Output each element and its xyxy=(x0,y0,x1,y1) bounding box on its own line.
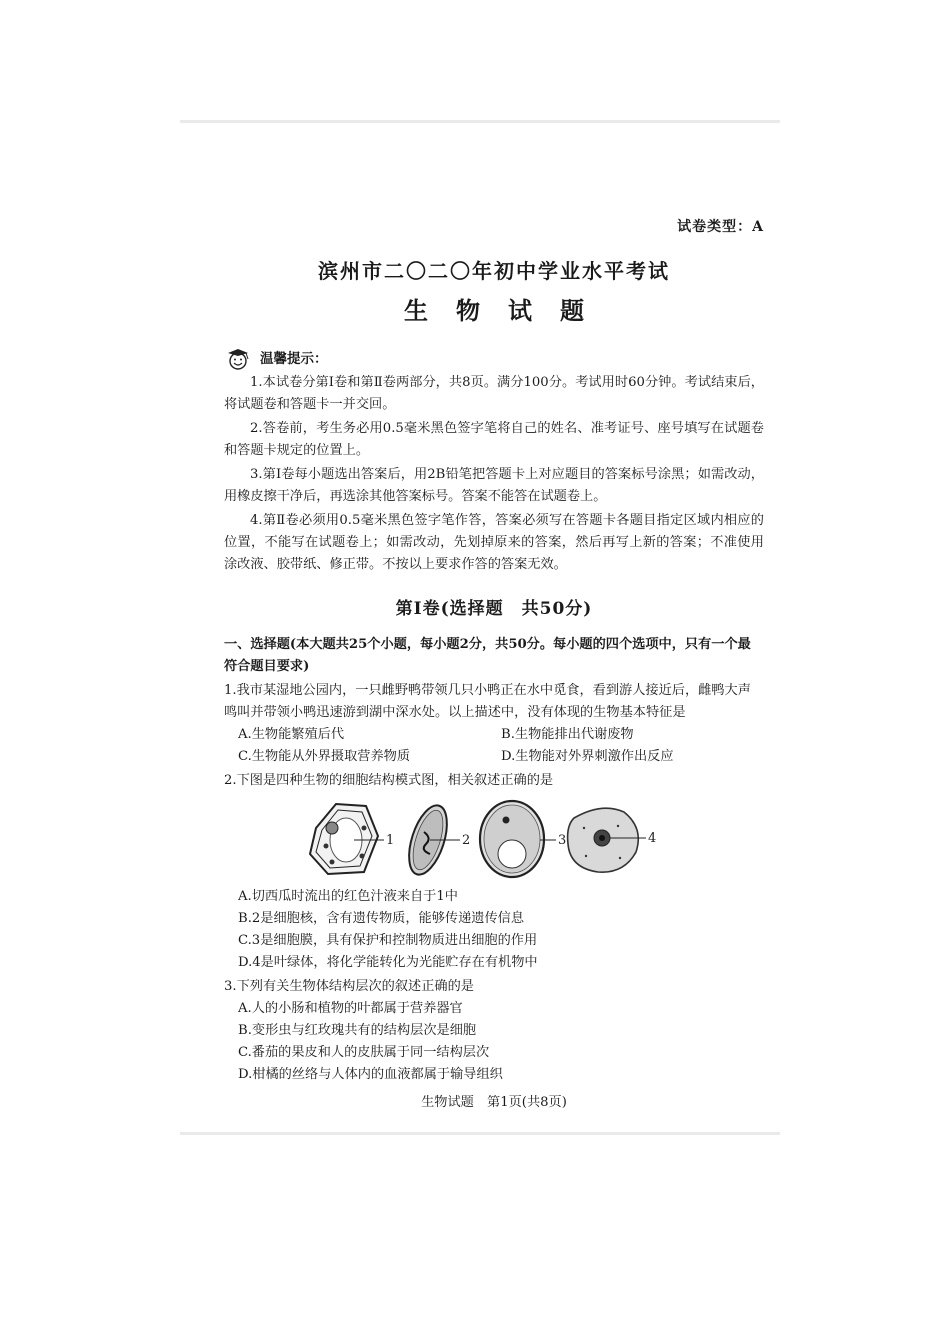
question-stem: 1.我市某湿地公园内，一只雌野鸭带领几只小鸭正在水中觅食，看到游人接近后，雌鸭大声鸣叫并带领小鸭迅速游到湖中深水处。以上描述中，没有体现的生物基本特征是 xyxy=(224,683,751,720)
scan-smudge-bottom xyxy=(180,1132,780,1135)
figure-label-3: 3 xyxy=(558,833,567,848)
bacterium-diagram xyxy=(402,801,460,879)
option: A.人的小肠和植物的叶都属于营养器官 xyxy=(238,1001,463,1016)
option: A.切西瓜时流出的红色汁液来自于1中 xyxy=(238,889,458,904)
animal-cell-diagram xyxy=(568,808,646,872)
option: C.3是细胞膜，具有保护和控制物质进出细胞的作用 xyxy=(238,933,538,948)
plant-cell-diagram xyxy=(310,804,384,874)
figure-label-2: 2 xyxy=(462,833,471,848)
tip-item: 3.第Ⅰ卷每小题选出答案后，用2B铅笔把答题卡上对应题目的答案标号涂黑；如需改动，用橡皮擦干净后，再选涂其他答案标号。答案不能答在试题卷上。 xyxy=(224,467,764,504)
tip-item: 2.答卷前，考生务必用0.5毫米黑色签字笔将自己的姓名、准考证号、座号填写在试题卷和答题卡规定的位置上。 xyxy=(224,421,764,458)
question-options xyxy=(224,886,764,974)
question-stem: 3.下列有关生物体结构层次的叙述正确的是 xyxy=(224,979,474,994)
cell-diagram-figure xyxy=(306,798,764,880)
exam-title: 滨州市二〇二〇年初中学业水平考试 xyxy=(318,259,670,283)
section-title: 第Ⅰ卷(选择题 共50分) xyxy=(395,599,593,619)
question-stem: 2.下图是四种生物的细胞结构模式图，相关叙述正确的是 xyxy=(224,773,554,788)
option: D.柑橘的丝络与人体内的血液都属于输导组织 xyxy=(238,1067,503,1082)
exam-page xyxy=(224,210,764,1114)
option: C.生物能从外界摄取营养物质 xyxy=(238,749,411,764)
part-intro: 一、选择题(本大题共25个小题，每小题2分，共50分。每小题的四个选项中，只有一个最符合题目要求) xyxy=(224,637,751,674)
option: B.生物能排出代谢废物 xyxy=(501,727,634,742)
paper-type-label: 试卷类型：A xyxy=(677,219,764,235)
option: B.2是细胞核，含有遗传物质，能够传递遗传信息 xyxy=(238,911,525,926)
tips-heading-text: 温馨提示： xyxy=(260,351,328,367)
option: D.4是叶绿体，将化学能转化为光能贮存在有机物中 xyxy=(238,955,538,970)
tip-item: 4.第Ⅱ卷必须用0.5毫米黑色签字笔作答，答案必须写在答题卡各题目指定区域内相应的位置，不能写在试题卷上；如需改动，先划掉原来的答案，然后再写上新的答案；不准使用涂改液、胶带纸、修正带。不按以上要求作答的答案无效。 xyxy=(224,513,764,572)
scan-smudge-top xyxy=(180,120,780,123)
question-options xyxy=(224,998,764,1086)
subject-title: 生物试题 xyxy=(404,296,612,325)
tip-item: 1.本试卷分第Ⅰ卷和第Ⅱ卷两部分，共8页。满分100分。考试用时60分钟。考试结束后，将试题卷和答题卡一并交回。 xyxy=(224,375,764,412)
figure-label-1: 1 xyxy=(386,833,395,848)
option: A.生物能繁殖后代 xyxy=(238,727,345,742)
question-options xyxy=(224,724,764,768)
smiley-cap-icon xyxy=(224,348,254,370)
page-footer: 生物试题 第1页(共8页) xyxy=(421,1095,567,1110)
option: C.番茄的果皮和人的皮肤属于同一结构层次 xyxy=(238,1045,490,1060)
figure-label-4: 4 xyxy=(648,831,657,846)
yeast-cell-diagram xyxy=(480,801,556,877)
option: B.变形虫与红玫瑰共有的结构层次是细胞 xyxy=(238,1023,477,1038)
tips-heading xyxy=(224,348,764,370)
option: D.生物能对外界刺激作出反应 xyxy=(501,749,674,764)
